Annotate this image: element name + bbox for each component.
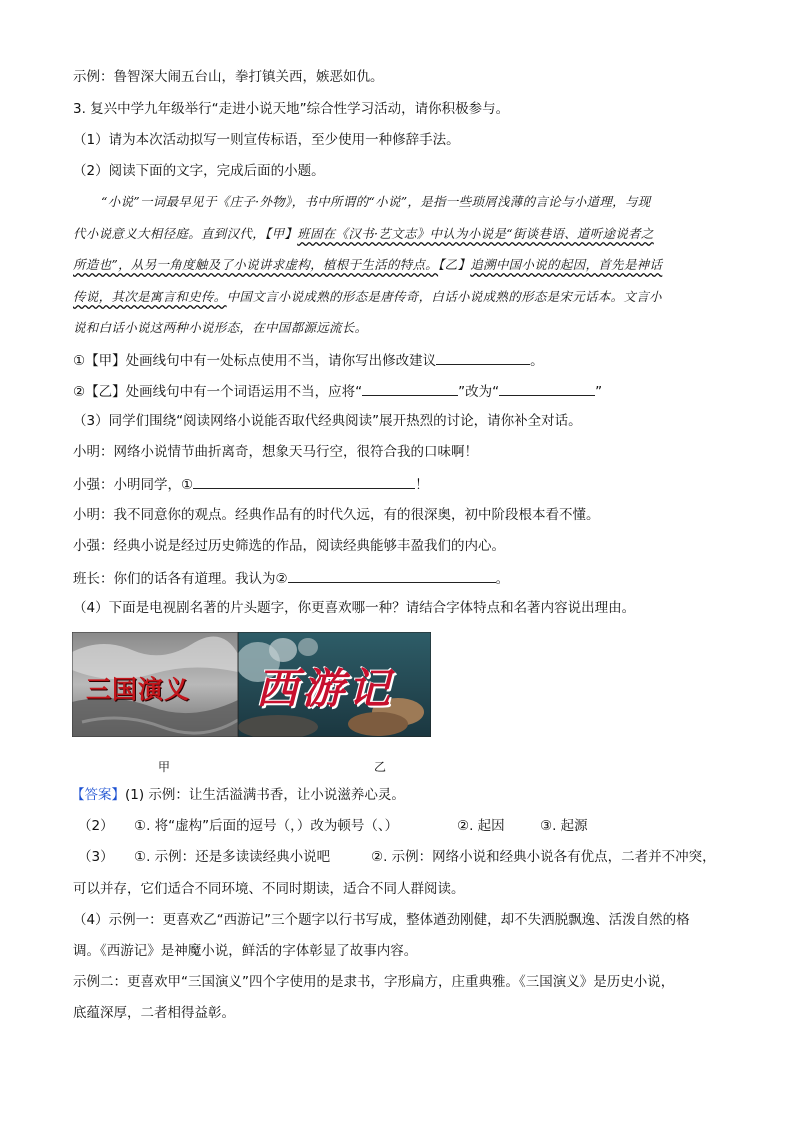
passage-text: 中国文言小说成熟的形态是唐传奇，白话小说成熟的形态是宋元话本。文言小 — [226, 289, 662, 304]
question-3-stem: 3. 复兴中学九年级举行“走进小说天地”综合性学习活动，请你积极参与。 — [73, 101, 510, 117]
answer-blank[interactable] — [193, 474, 415, 489]
dialogue-line: 小明：我不同意你的观点。经典作品有的时代久远，有的很深奥，初中阶段根本看不懂。 — [73, 507, 600, 523]
dialogue-line: 小强：经典小说是经过历史筛选的作品，阅读经典能够丰盈我们的内心。 — [73, 538, 505, 554]
answer-blank[interactable] — [499, 381, 595, 396]
passage-line — [73, 225, 654, 243]
xiyou-title-image — [238, 632, 431, 737]
answer-blank[interactable] — [362, 381, 458, 396]
question-text: ②【乙】处画线句中有一个词语运用不当，应将“ — [73, 384, 363, 400]
answer-line: 可以并存，它们适合不同环境、不同时期读，适合不同人群阅读。 — [73, 881, 465, 897]
answer-text: ③. 起源 — [540, 818, 588, 834]
caption-jia: 甲 — [158, 760, 171, 774]
xiyou-title-text: 西游记 — [256, 664, 395, 713]
underlined-sentence-yi: 传说，其次是寓言和史传。 — [73, 289, 227, 304]
dialogue-line — [73, 568, 509, 588]
answer-tag: 【答案】 — [71, 787, 125, 803]
sub-question-2 — [73, 381, 602, 401]
answer-line — [78, 817, 588, 835]
passage-text: 代小说意义大相径庭。直到汉代， — [73, 226, 266, 241]
dialogue-text: 。 — [495, 571, 510, 587]
sanguo-title-image — [72, 632, 238, 737]
question-3-2: （2）阅读下面的文字，完成后面的小题。 — [73, 163, 325, 179]
answer-line: 底蕴深厚，二者相得益彰。 — [73, 1005, 235, 1021]
answer-label: （3） — [78, 849, 114, 865]
passage-line — [73, 256, 662, 274]
question-3-4: （4）下面是电视剧名著的片头题字，你更喜欢哪一种？请结合字体特点和名著内容说出理由。 — [73, 600, 636, 616]
text-line: 示例：鲁智深大闹五台山，拳打镇关西，嫉恶如仇。 — [73, 69, 384, 85]
sub-question-1 — [73, 350, 544, 370]
passage-line — [73, 288, 662, 306]
answer-text: ①. 示例：还是多读读经典小说吧 — [134, 849, 331, 865]
answer-blank[interactable] — [288, 568, 496, 583]
underlined-sentence-jia: 班固在《汉书·艺文志》中认为小说是“街谈巷语、道听途说者之 — [297, 226, 654, 241]
mark-jia: 【甲】 — [265, 226, 298, 241]
answer-line: （4）示例一：更喜欢乙“西游记”三个题字以行书写成，整体遒劲刚健，却不失洒脱飘逸、活泼自然的格 — [73, 912, 690, 928]
passage-line: “小说”一词最早见于《庄子·外物》，书中所谓的“小说”，是指一些琐屑浅薄的言论与小道理，与现 — [101, 194, 651, 209]
dialogue-text: 班长：你们的话各有道理。我认为② — [73, 571, 288, 587]
answer-text: ②. 示例：网络小说和经典小说各有优点，二者并不冲突， — [371, 849, 716, 865]
answer-text: ①. 将“虚构”后面的逗号（，）改为顿号（、） — [134, 818, 399, 834]
answer-line: 调。《西游记》是神魔小说，鲜活的字体彰显了故事内容。 — [73, 943, 418, 959]
passage-line: 说和白话小说这两种小说形态，在中国都源远流长。 — [73, 320, 368, 335]
dialogue-text: ！ — [415, 477, 429, 493]
answer-label: （2） — [78, 818, 114, 834]
answer-text: ②. 起因 — [457, 818, 505, 834]
question-3-1: （1）请为本次活动拟写一则宣传标语，至少使用一种修辞手法。 — [73, 132, 460, 148]
question-text: ” — [595, 384, 603, 400]
answer-blank[interactable] — [436, 350, 530, 365]
answer-line — [71, 786, 405, 804]
answer-line — [78, 848, 716, 866]
question-text: 。 — [530, 353, 544, 369]
answer-line: 示例二：更喜欢甲“三国演义”四个字使用的是隶书，字形扁方，庄重典雅。《三国演义》是历史小说， — [73, 974, 675, 990]
question-3-3: （3）同学们围绕“阅读网络小说能否取代经典阅读”展开热烈的讨论，请你补全对话。 — [73, 413, 582, 429]
dialogue-line — [73, 474, 429, 494]
caption-yi: 乙 — [374, 760, 387, 774]
question-text: ”改为“ — [458, 384, 500, 400]
mark-yi: 【乙】 — [438, 257, 471, 272]
dialogue-text: 小强：小明同学，① — [73, 477, 194, 493]
underlined-sentence-jia: 所造也”，从另一角度触及了小说讲求虚构，植根于生活的特点。 — [73, 257, 439, 272]
dialogue-line: 小明：网络小说情节曲折离奇，想象天马行空，很符合我的口味啊！ — [73, 444, 478, 460]
underlined-sentence-yi: 追溯中国小说的起因，首先是神话 — [470, 257, 663, 272]
answer-text: (1) 示例：让生活溢满书香，让小说滋养心灵。 — [125, 787, 405, 803]
question-text: ①【甲】处画线句中有一处标点使用不当，请你写出修改建议 — [73, 353, 437, 369]
sanguo-title-text: 三国演义 — [86, 675, 191, 704]
